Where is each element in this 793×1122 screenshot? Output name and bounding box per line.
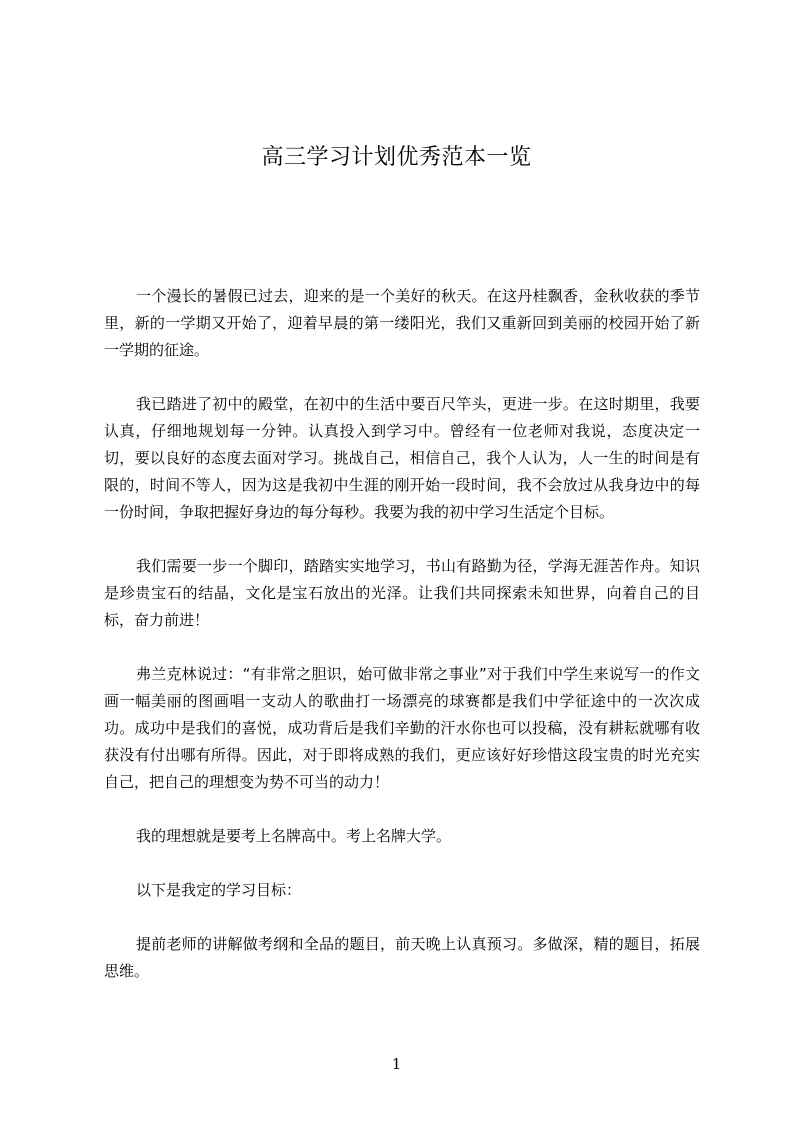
paragraph-1: 一个漫长的暑假已过去，迎来的是一个美好的秋天。在这丹桂飘香，金秋收获的季节里，新的一学期又开始了，迎着早晨的第一缕阳光，我们又重新回到美丽的校园开始了新一学期的征途。 (104, 287, 700, 359)
paragraph-7: 提前老师的讲解做考纲和全品的题目，前天晚上认真预习。多做深，精的题目，拓展思维。 (104, 935, 700, 980)
paragraph-3: 我们需要一步一个脚印，踏踏实实地学习，书山有路勤为径，学海无涯苦作舟。知识是珍贵宝石的结晶，文化是宝石放出的光泽。让我们共同探索未知世界，向着自己的目标，奋力前进！ (104, 557, 700, 629)
paragraph-4: 弗兰克林说过：“有非常之胆识，始可做非常之事业”对于我们中学生来说写一的作文画一幅美丽的图画唱一支动人的歌曲打一场漂亮的球赛都是我们中学征途中的一次次成功。成功中是我们的喜悦，成功背后是我们辛勤的汗水你也可以投稿，没有耕耘就哪有收获没有付出哪有所得。因此，对于即将成熟的我们，更应该好好珍惜这段宝贵的时光充实自己，把自己的理想变为势不可当的动力！ (104, 665, 700, 791)
document-title: 高三学习计划优秀范本一览 (261, 145, 532, 170)
page-number: 1 (391, 1055, 402, 1073)
document-body (104, 283, 700, 1012)
paragraph-6: 以下是我定的学习目标： (136, 881, 302, 899)
paragraph-5: 我的理想就是要考上名牌高中。考上名牌大学。 (136, 827, 452, 845)
paragraph-2: 我已踏进了初中的殿堂，在初中的生活中要百尺竿头，更进一步。在这时期里，我要认真，仔细地规划每一分钟。认真投入到学习中。曾经有一位老师对我说，态度决定一切，要以良好的态度去面对学习。挑战自己，相信自己，我个人认为，人一生的时间是有限的，时间不等人，因为这是我初中生涯的刚开始一段时间，我不会放过从我身边中的每一份时间，争取把握好身边的每分每秒。我要为我的初中学习生活定个目标。 (104, 395, 700, 521)
